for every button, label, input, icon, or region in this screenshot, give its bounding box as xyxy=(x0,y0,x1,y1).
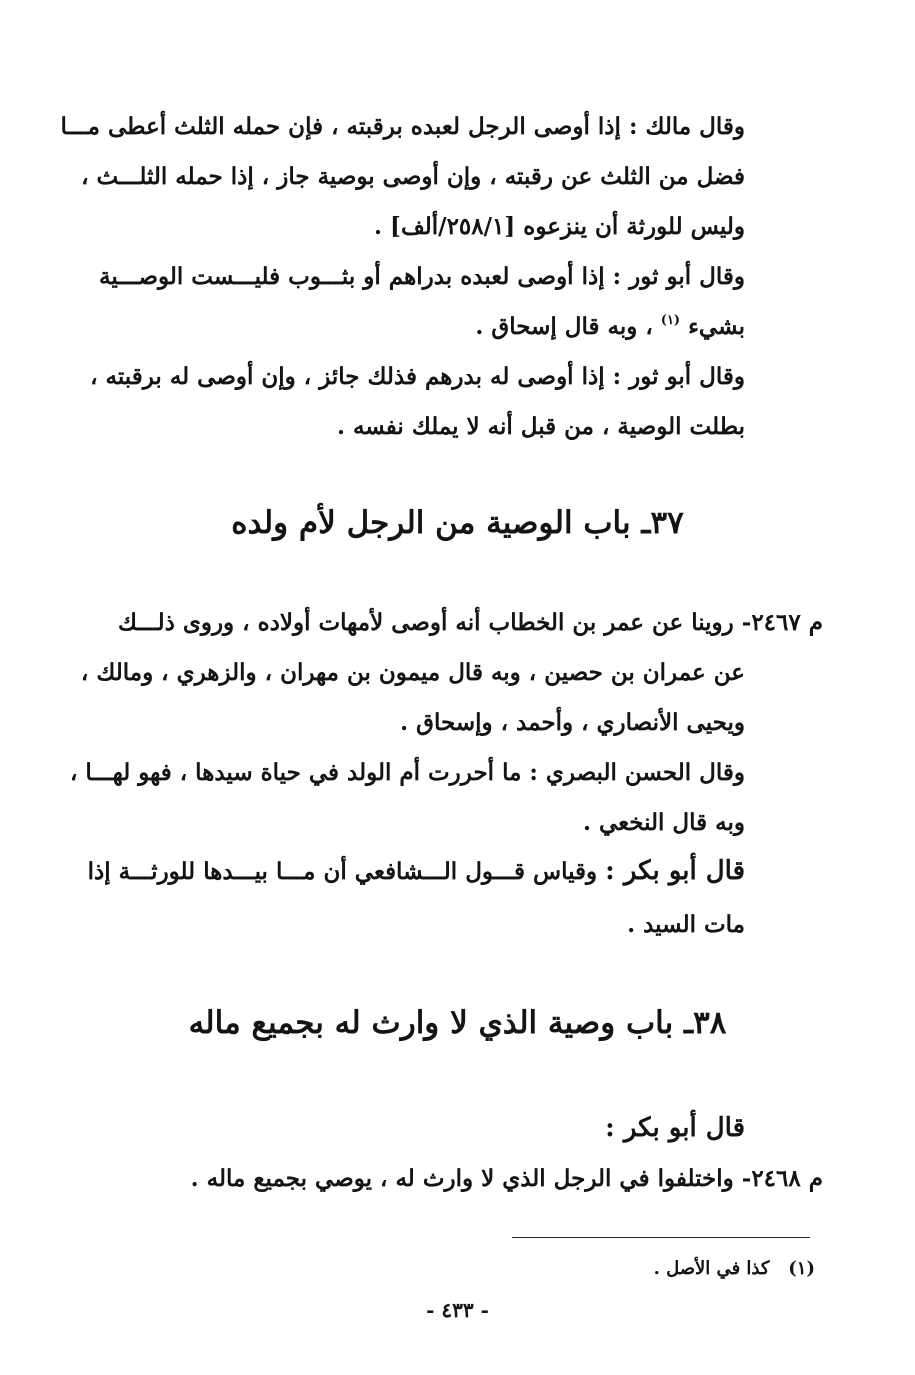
text-line xyxy=(191,1167,823,1190)
entry-number: م ٢٤٦٨ xyxy=(751,1165,823,1192)
footnote xyxy=(654,1258,815,1279)
entry-number: م ٢٤٦٧ xyxy=(751,609,823,636)
page-number: - ٤٣٣ - xyxy=(426,1298,489,1322)
text-line xyxy=(88,858,745,884)
footnote-text: كذا في الأصل . xyxy=(653,1258,770,1279)
footnote-separator xyxy=(512,1237,810,1238)
text-line: وقال أبو ثور : إذا أوصى لعبده بدراهم أو بثـــوب فليـــست الوصـــية xyxy=(99,263,745,290)
text-fragment: - روينا عن عمر بن الخطاب أنه أوصى لأمهات أولاده ، وروى ذلـــك xyxy=(117,609,752,636)
text-line xyxy=(118,611,823,634)
footnote-marker: (١) xyxy=(660,313,681,328)
footnote-number: (١) xyxy=(788,1258,815,1279)
text-line: وقال مالك : إذا أوصى الرجل لعبده برقبته ، فإن حمله الثلث أعطى مـــا xyxy=(60,113,745,140)
text-line: مات السيد . xyxy=(627,911,745,938)
text-line: وقال أبو ثور : إذا أوصى له بدرهم فذلك جائز ، وإن أوصى له برقبته ، xyxy=(90,363,745,390)
text-line: ويحيى الأنصاري ، وأحمد ، وإسحاق . xyxy=(400,709,745,736)
text-fragment: ، وبه قال إسحاق . xyxy=(475,313,653,340)
text-fragment: وقياس قـــول الـــشافعي أن مـــا بيـــدها للورثـــة إذا xyxy=(87,858,598,885)
text-line: عن عمران بن حصين ، وبه قال ميمون بن مهران ، والزهري ، ومالك ، xyxy=(80,659,745,686)
text-line: وقال الحسن البصري : ما أحررت أم الولد في حياة سيدها ، فهو لهـــا ، xyxy=(70,759,745,786)
text-line: بطلت الوصية ، من قبل أنه لا يملك نفسه . xyxy=(336,413,745,440)
text-line: وبه قال النخعي . xyxy=(582,809,745,836)
speaker-lead: قال أبو بكر : xyxy=(605,1113,745,1143)
chapter-heading: ٣٨ـ باب وصية الذي لا وارث له بجميع ماله xyxy=(188,1005,727,1041)
text-fragment: بشيء xyxy=(688,313,745,340)
chapter-heading: ٣٧ـ باب الوصية من الرجل لأم ولده xyxy=(231,505,684,541)
text-line: وليس للورثة أن ينزعوه [٢٥٨/١/ألف] . xyxy=(374,213,745,240)
text-line xyxy=(475,315,745,338)
text-fragment: - واختلفوا في الرجل الذي لا وارث له ، يوصي بجميع ماله . xyxy=(190,1165,752,1192)
speaker-lead: قال أبو بكر : xyxy=(605,856,745,886)
text-line: فضل من الثلث عن رقبته ، وإن أوصى بوصية جاز ، إذا حمله الثلـــث ، xyxy=(81,163,745,190)
